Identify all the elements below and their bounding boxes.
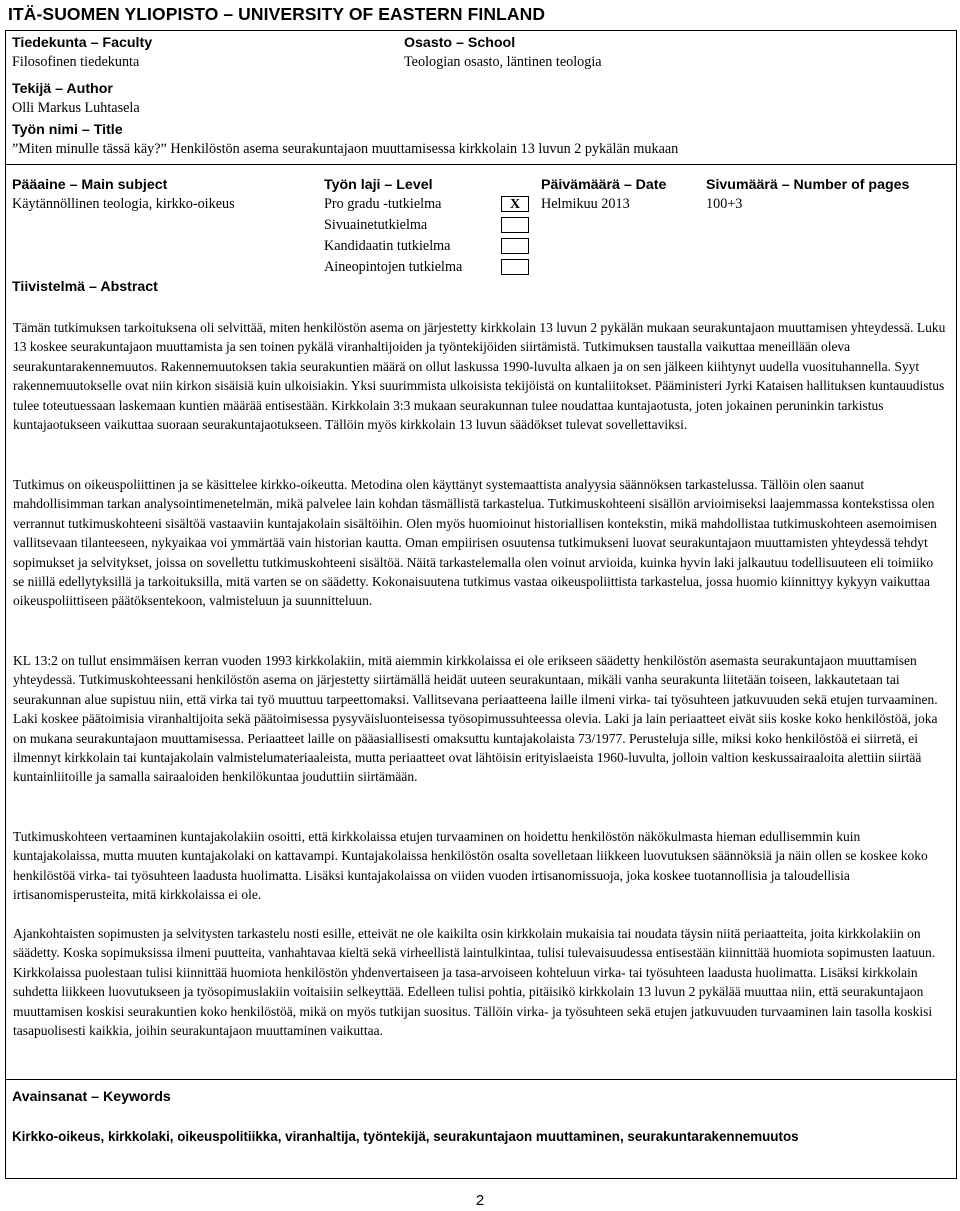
level-checkbox-sivuaine[interactable] (501, 217, 529, 233)
main-subject-label: Pääaine – Main subject (12, 177, 168, 193)
level-option-aineopinnot: Aineopintojen tutkielma (324, 259, 463, 275)
level-option-pro-gradu: Pro gradu -tutkielma (324, 196, 442, 212)
school-value: Teologian osasto, läntinen teologia (404, 54, 602, 70)
author-value: Olli Markus Luhtasela (12, 100, 140, 116)
title-label: Työn nimi – Title (12, 122, 123, 138)
school-label: Osasto – School (404, 35, 516, 51)
abstract-paragraph: Tämän tutkimuksen tarkoituksena oli selvittää, miten henkilöstön asema on järjestetty kirkkolain 13 luvun 2 pykälän mukaan seurakuntajaon muuttamisen yhteydessä. Luku 13 koskee seurakuntajaon muuttamista ja sen toinen pykälä viranhaltijoiden ja työntekijöiden siirtämistä. Tutkimuksen taustalla vaikuttaa meneillään oleva seurakuntarakennemuutos. Rakennemuutoksen takia seurakuntien määrä on ollut laskussa 1990-luvulta alkaen ja on sen jälkeen kiihtynyt uudella vuosituhannella. Syyt rakennemuutokselle ovat niin kirkon sisäisiä kuin ulkoisiakin. Yksi suurimmista ulkoisista tekijöistä on kuntaliitokset. Pääministeri Jyrki Kataisen hallituksen kuntauudistus tulee toteutuessaan laskemaan kuntien määrää entisestään. Kirkkolain 3:3 mukaan seurakunnan tulee noudattaa kuntajaotusta, joten jokainen peruninkin tarkistus kuntajaotukseen vaikuttaa suoraan seurakuntajaotukseen. Tällöin myös kirkkolain 13 luvun säädökset tulevat sovellettaviksi. (13, 320, 946, 433)
abstract-paragraph: Ajankohtaisten sopimusten ja selvitysten tarkastelu nosti esille, etteivät ne ole kaikilta osin kirkkolain mukaisia tai noudata täysin niitä periaatteita, joita kirkkolakiin on säädetty. Koska sopimuksissa ilmeni puutteita, vanhahtavaa kieltä sekä virheellistä laintulkintaa, tulisi tulevaisuudessa entisestään kiinnittää huomiota sopimusten laatuun. Kirkkolaissa puolestaan tulisi kiinnittää huomiota henkilöstön yhdenvertaiseen ja tasa-arvoiseen kohteluun virka- tai työsuhteen laadusta huolimatta. Lisäksi kirkkolain suhdetta liikkeen luovutukseen ja työsopimuslakiin voitaisiin selkeyttää. Edelleen tulisi pohtia, pitäisikö kirkkolain 13 luvun 2 pykälää muuttaa niin, että seurakuntajaon muuttamisen koskisi seurakuntien koko henkilöstöä, mikä on myös tutkijan suositus. Tällöin virka- ja työsuhteen sekä etujen jatkuvuuden turvaaminen lain tasolla koskisi tasapuolisesti kaikkia, joihin seurakuntajaon muuttaminen vaikuttaa. (13, 926, 936, 1039)
level-checkbox-kandidaatti[interactable] (501, 238, 529, 254)
title-value: ”Miten minulle tässä käy?” Henkilöstön asema seurakuntajaon muuttamisessa kirkkolain 13 luvun 2 pykälän mukaan (12, 141, 679, 157)
date-label: Päivämäärä – Date (541, 177, 667, 193)
keywords-value: Kirkko-oikeus, kirkkolaki, oikeuspolitiikka, viranhaltija, työntekijä, seurakuntajaon muuttaminen, seurakuntarakennemuutos (12, 1129, 799, 1144)
page-number: 2 (475, 1192, 485, 1209)
university-header: ITÄ-SUOMEN YLIOPISTO – UNIVERSITY OF EASTERN FINLAND (8, 4, 546, 24)
divider (6, 1079, 956, 1080)
date-value: Helmikuu 2013 (541, 196, 630, 212)
keywords-label: Avainsanat – Keywords (12, 1089, 171, 1105)
abstract-paragraph: Tutkimuskohteen vertaaminen kuntajakolakiin osoitti, että kirkkolaissa etujen turvaaminen on hoidettu henkilöstön näkökulmasta hieman edullisemmin kuin kuntajakolaissa, mutta muuten kuntajakolaki on kattavampi. Kuntajakolaissa henkilöstön osalta sovelletaan liikkeen luovutuksen säännöksiä ja näin ollen se koskee koko henkilöstöä virka- tai työsuhteen laadusta huolimatta. Lisäksi kuntajakolaissa on viiden vuoden irtisanomissuoja, joka koskee tuotannollisia ja taloudellisia irtisanomisperusteita, mitä kirkkolaissa ei ole. (13, 829, 928, 903)
faculty-label: Tiedekunta – Faculty (12, 35, 153, 51)
faculty-value: Filosofinen tiedekunta (12, 54, 140, 70)
level-option-kandidaatti: Kandidaatin tutkielma (324, 238, 451, 254)
thesis-info-form (5, 30, 957, 1179)
pages-value: 100+3 (706, 196, 743, 212)
level-checkbox-pro-gradu[interactable]: X (501, 196, 529, 212)
abstract-paragraph: KL 13:2 on tullut ensimmäisen kerran vuoden 1993 kirkkolakiin, mitä aiemmin kirkkolaissa ei ole erikseen säädetty henkilöstön asemasta seurakuntajaon muuttamisen yhteydessä. Tutkimuskohteessani henkilöstön asema on järjestetty siirtämällä heidät uuteen seurakuntaan, mikäli vanha seurakunta liitetään toiseen, lakkautetaan tai seurakunnan alue supistuu niin, että virka tai työ muuttuu tarpeettomaksi. Vallitsevana periaatteena laille ilmeni virka- tai työsuhteen jatkuvuuden sekä etujen turvaaminen. Laki koskee päätoimisia viranhaltijoita sekä päätoimisessa pysyväisluonteisessa työsopimussuhteessa olevia. Laki ja lain periaatteet eivät siis koske koko henkilöstöä, joka on mukana seurakuntajaon muuttamisessa. Periaatteet laille on pääasiallisesti omaksuttu kuntajakolaista 73/1977. Perusteluja sille, miksi koko henkilöstöä ei siirretä, ei ilmennyt kirkkolain tai kuntajakolain valmistelumateriaaleista, mutta periaatteet ovat lähtöisin erityislaeista 1960-luvulta, jolloin valtion keskussairaaloita alettiin siirtää kuntainliitoille ja samalla sairaaloiden henkilökuntaa jouduttiin siirtämään. (13, 653, 938, 785)
pages-label: Sivumäärä – Number of pages (706, 177, 910, 193)
level-label: Työn laji – Level (324, 177, 433, 193)
author-label: Tekijä – Author (12, 81, 113, 97)
divider (6, 164, 956, 165)
abstract-label: Tiivistelmä – Abstract (12, 279, 158, 295)
abstract-paragraph: Tutkimus on oikeuspoliittinen ja se käsittelee kirkko-oikeutta. Metodina olen käyttänyt systemaattista analyysia säännöksen tarkastelussa. Tällöin olen saanut mahdollisimman tarkan analysointimenetelmän, mikä palvelee lain kohdan täsmällistä tarkastelua. Tutkimuskohteeni sisällön arvioimiseksi laajemmassa kontekstissa olen verrannut tutkimuskohteeni sisältöä vastaaviin kuntajakolain sisältöihin. Olen myös huomioinut historiallisen kontekstin, mikä mahdollistaa tutkimuskohteen asemoimisen vallitsevaan tilanteeseen, nykyaikaa voi ymmärtää vain historian kautta. Oman empiirisen osuutensa tutkimukseni luovat seurakuntajaon muuttamisten yhteydessä tehdyt sopimukset ja selvitykset, joissa on sovellettu tutkimuskohteeni sisältöä. Näitä tarkastelemalla olen voinut arvioida, kuinka hyvin laki jalkautuu todellisuuteen eli toimiiko se niillä edellytyksillä ja tarkoituksilla, mitä varten se on säädetty. Kokonaisuutena tutkimus vastaa oikeuspoliittista tarkastelua, jossa huomio kiinnittyy kykyyn vaikuttaa oikeuspoliittiseen päätöksentekoon, valmisteluun ja suunnitteluun. (13, 477, 937, 609)
main-subject-value: Käytännöllinen teologia, kirkko-oikeus (12, 196, 235, 212)
level-checkbox-aineopinnot[interactable] (501, 259, 529, 275)
level-option-sivuaine: Sivuainetutkielma (324, 217, 428, 233)
